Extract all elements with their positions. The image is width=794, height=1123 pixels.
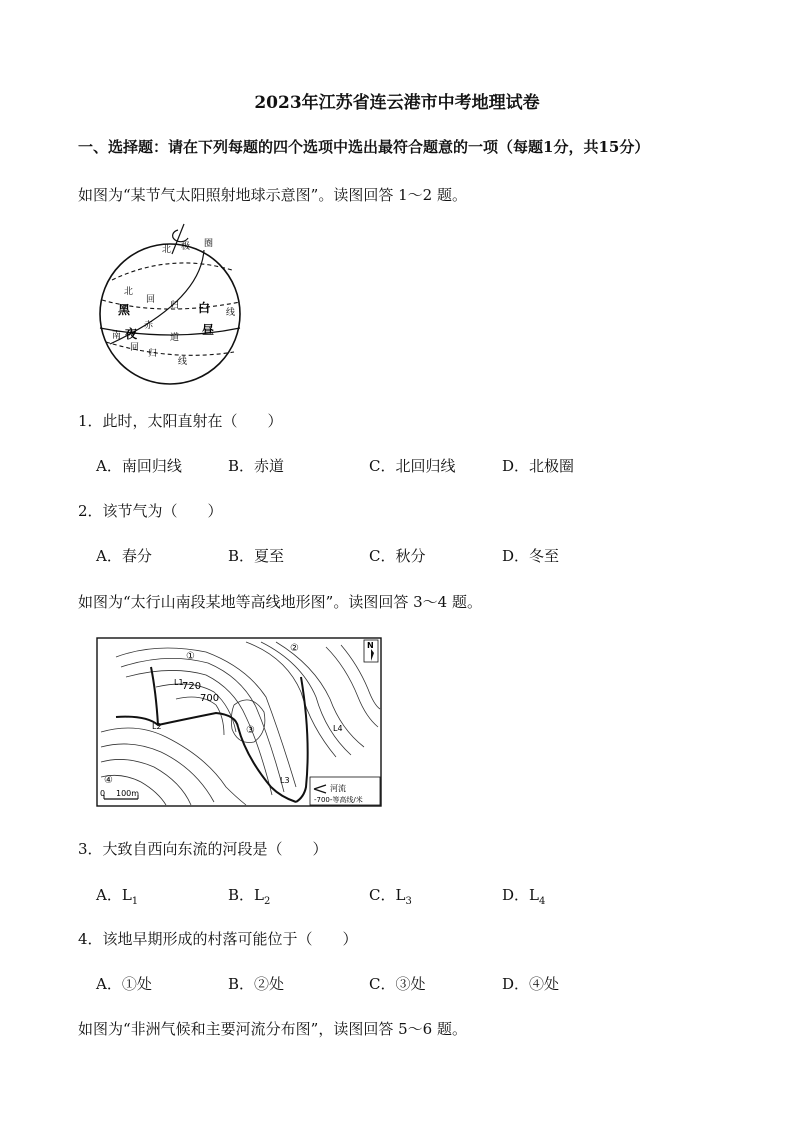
river-l4-label: L4 bbox=[333, 724, 343, 733]
tropic-n-label-3: 线 bbox=[226, 308, 236, 318]
q4-option-b[interactable]: B．②处 bbox=[228, 975, 285, 993]
equator-label-0: 赤 bbox=[144, 321, 154, 331]
q4-option-c[interactable]: C．③处 bbox=[369, 975, 426, 993]
river-l3-label: L3 bbox=[280, 776, 290, 785]
q2-option-c[interactable]: C．秋分 bbox=[369, 547, 426, 565]
q1-option-c[interactable]: C．北回归线 bbox=[369, 457, 456, 475]
tropic-n-label-2: 归 bbox=[170, 301, 180, 311]
river-l2-label: L2 bbox=[152, 722, 162, 731]
q1-option-d[interactable]: D．北极圈 bbox=[502, 457, 575, 475]
sunlight-globe-figure bbox=[92, 222, 252, 387]
q2-option-d[interactable]: D．冬至 bbox=[502, 547, 560, 565]
site-4-label: ④ bbox=[104, 775, 113, 786]
contour-map-figure bbox=[96, 637, 382, 807]
question-3: 3．大致自西向东流的河段是（ ） bbox=[78, 840, 328, 858]
site-1-label: ① bbox=[186, 651, 195, 662]
q1-option-a[interactable]: A．南回归线 bbox=[96, 457, 182, 475]
q3-option-c[interactable]: C．$L_3$ bbox=[369, 886, 412, 907]
q3-option-a[interactable]: A．$L_1$ bbox=[96, 886, 139, 907]
question-1: 1．此时，太阳直射在（ ） bbox=[78, 412, 283, 430]
intro-q3-4: 如图为“太行山南段某地等高线地形图”。读图回答 3～4 题。 bbox=[78, 593, 482, 611]
scale-dist-label: 100m bbox=[116, 789, 140, 798]
tropic-s-label-1: 回 bbox=[130, 343, 140, 353]
intro-q1-2: 如图为“某节气太阳照射地球示意图”。读图回答 1～2 题。 bbox=[78, 186, 467, 204]
north-arrow-icon bbox=[364, 640, 378, 662]
question-2: 2．该节气为（ ） bbox=[78, 502, 223, 520]
arctic-label-0: 北 bbox=[162, 245, 172, 255]
arctic-circle-line bbox=[112, 263, 232, 280]
day-label-0: 白 bbox=[198, 301, 211, 315]
legend-contour: -700-等高线/米 bbox=[314, 796, 363, 804]
site-2-label: ② bbox=[290, 643, 299, 654]
tropic-n-label-1: 回 bbox=[146, 295, 156, 305]
section-heading: 一、选择题：请在下列每题的四个选项中选出最符合题意的一项（每题1分，共15分） bbox=[78, 138, 650, 156]
arctic-label-2: 圈 bbox=[204, 239, 214, 249]
q3-option-d[interactable]: D．$L_4$ bbox=[502, 886, 546, 907]
night-label-1: 夜 bbox=[125, 327, 138, 341]
question-4: 4．该地早期形成的村落可能位于（ ） bbox=[78, 930, 358, 948]
tropic-south-line bbox=[106, 342, 234, 355]
intro-q5-6: 如图为“非洲气候和主要河流分布图”，读图回答 5～6 题。 bbox=[78, 1020, 467, 1038]
equator-label-1: 道 bbox=[170, 333, 180, 343]
contour-700-label: 700 bbox=[200, 693, 220, 704]
arctic-label-1: 极 bbox=[181, 242, 191, 252]
q4-option-d[interactable]: D．④处 bbox=[502, 975, 560, 993]
q1-option-b[interactable]: B．赤道 bbox=[228, 457, 285, 475]
tropic-s-label-3: 线 bbox=[178, 357, 188, 367]
night-label-0: 黑 bbox=[118, 303, 131, 317]
legend-river: 河流 bbox=[330, 784, 346, 793]
q2-option-a[interactable]: A．春分 bbox=[96, 547, 152, 565]
q4-option-a[interactable]: A．①处 bbox=[96, 975, 152, 993]
site-3-label: ③ bbox=[246, 725, 255, 736]
tropic-s-label-2: 归 bbox=[148, 349, 158, 359]
tropic-s-label-0: 南 bbox=[112, 331, 122, 341]
scale-zero-label: 0 bbox=[100, 789, 106, 798]
contour-720-label: 720 bbox=[182, 681, 202, 692]
north-label: N bbox=[367, 641, 374, 650]
tropic-n-label-0: 北 bbox=[124, 287, 134, 297]
map-legend bbox=[310, 777, 380, 805]
page-title: 2023年江苏省连云港市中考地理试卷 bbox=[254, 93, 540, 113]
scale-bar bbox=[98, 787, 142, 805]
river-l1-label: L1 bbox=[174, 678, 184, 687]
q2-option-b[interactable]: B．夏至 bbox=[228, 547, 285, 565]
q3-option-b[interactable]: B．$L_2$ bbox=[228, 886, 271, 907]
day-label-1: 昼 bbox=[202, 323, 215, 337]
